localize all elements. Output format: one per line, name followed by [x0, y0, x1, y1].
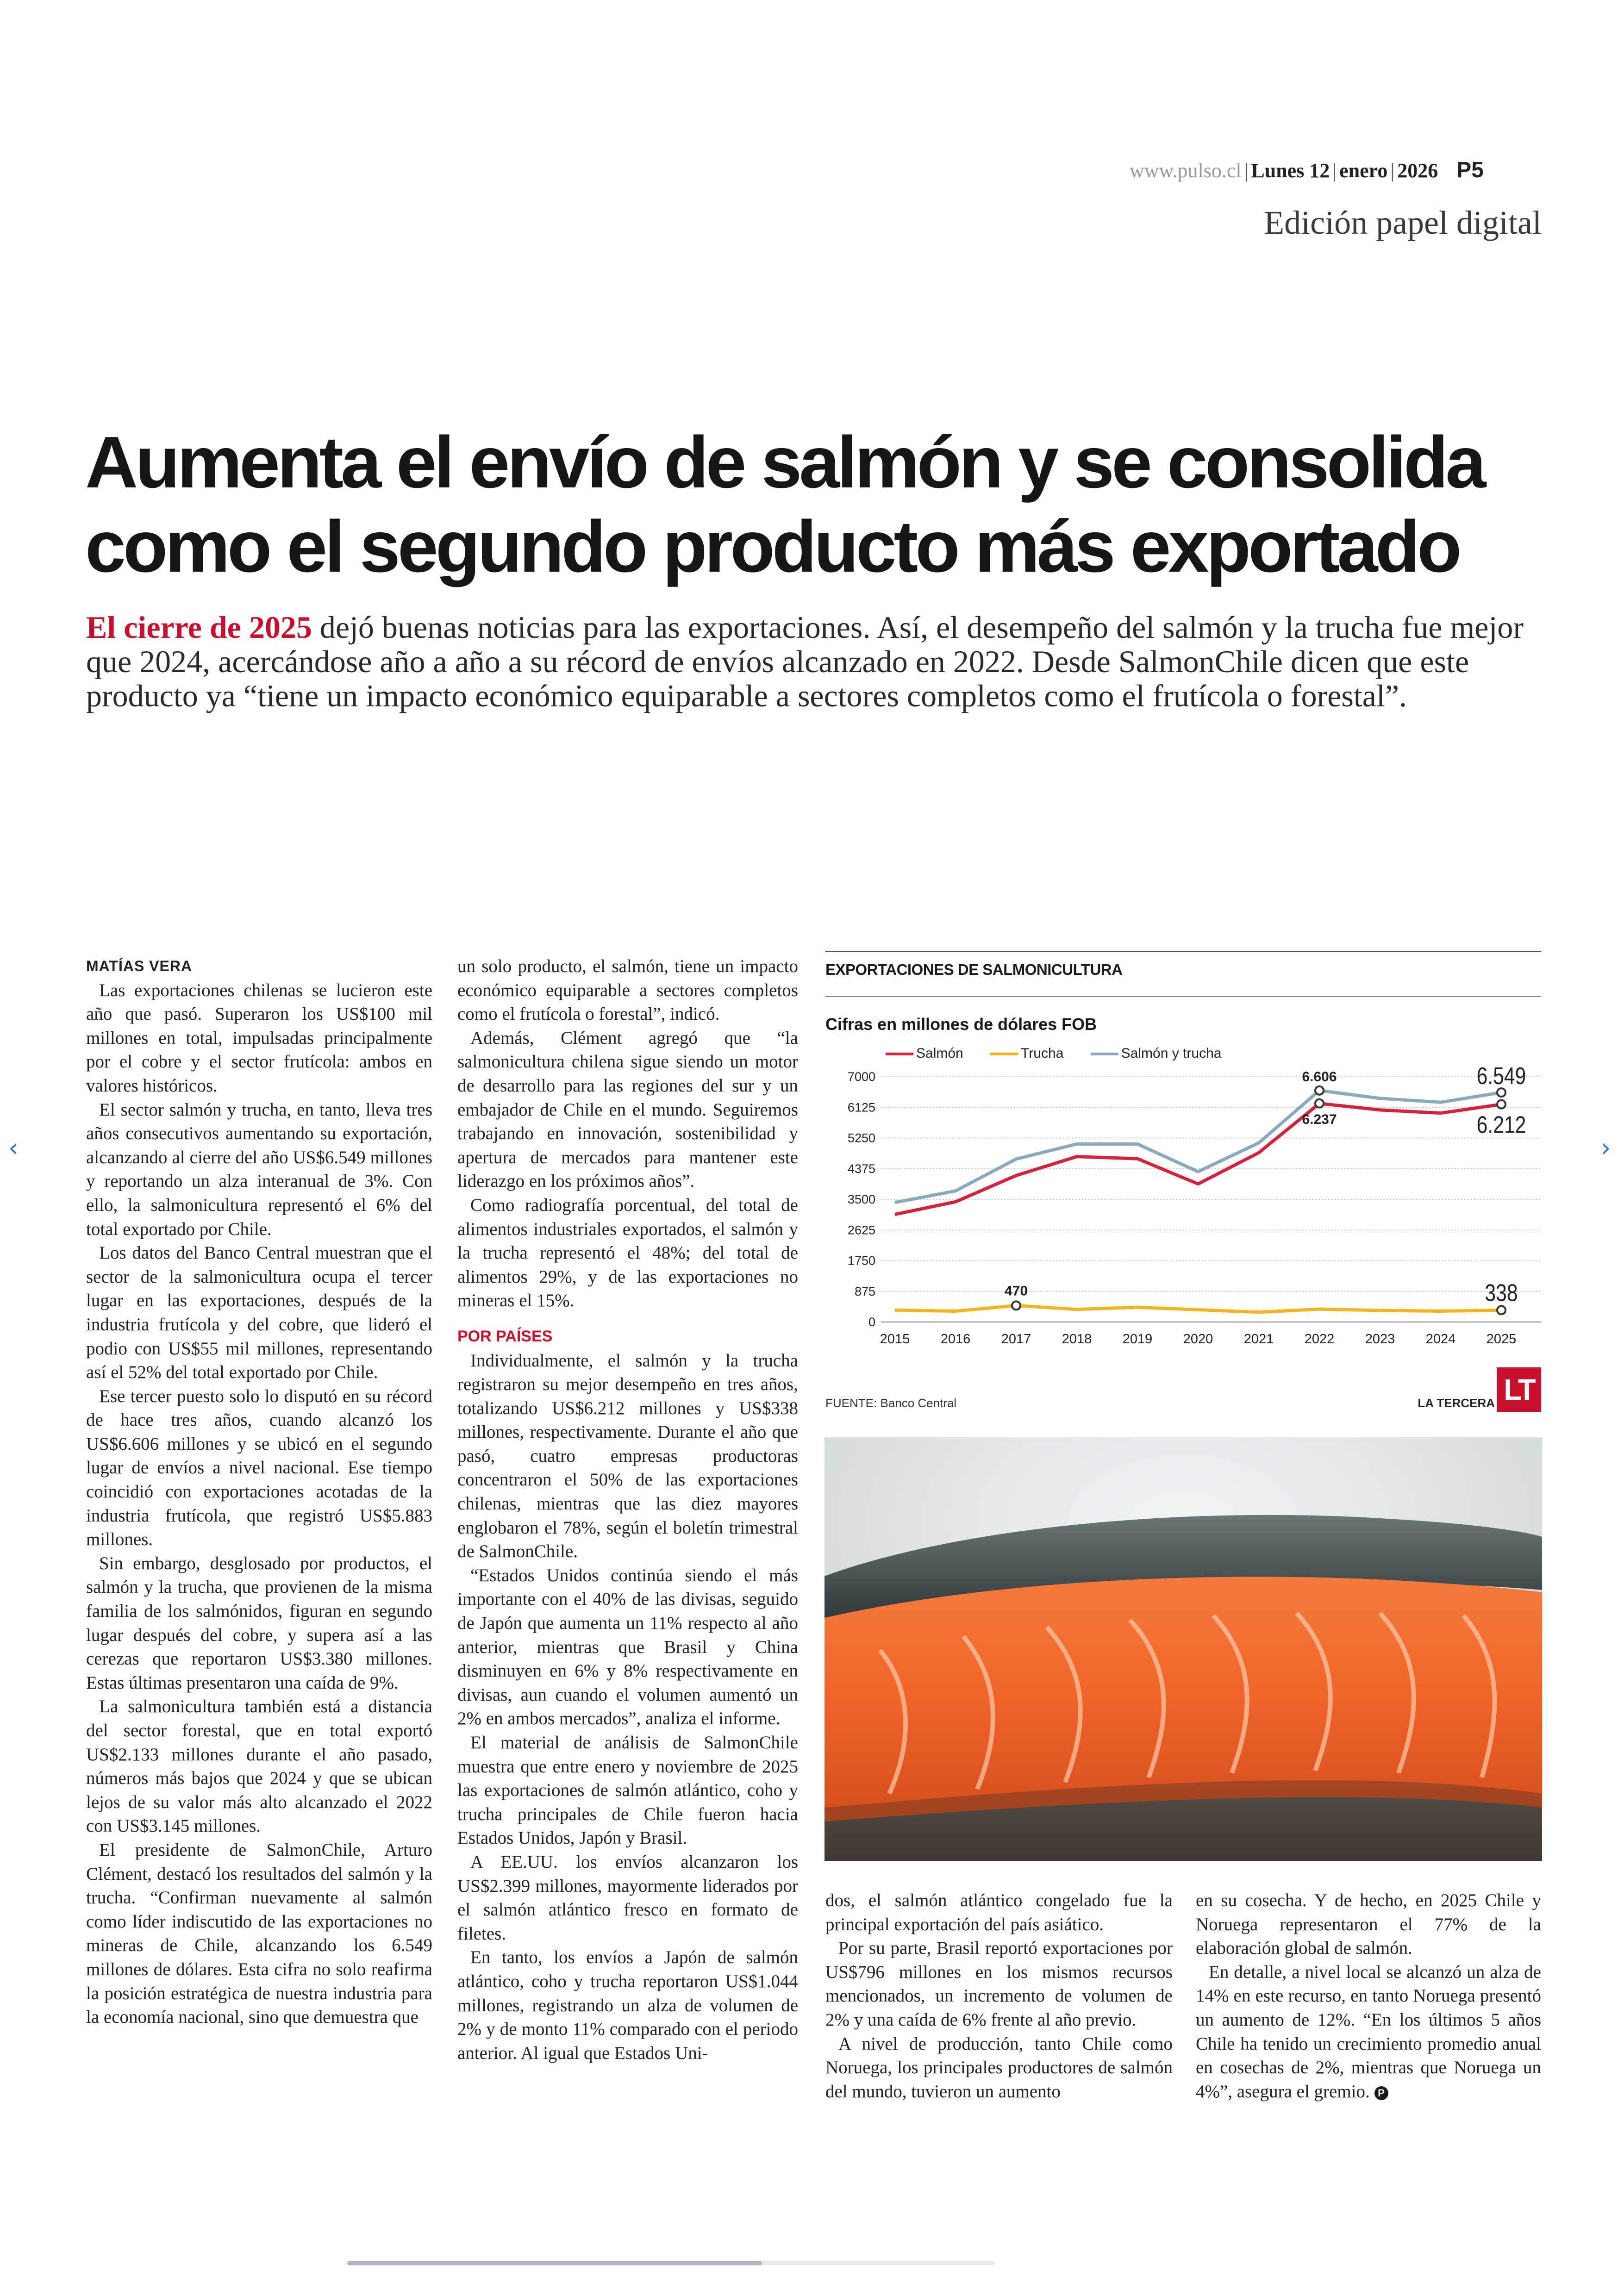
y-tick-label: 0 [868, 1315, 875, 1329]
date-year: 2026 [1397, 159, 1438, 182]
paragraph: A EE.UU. los envíos alcanzaron los US$2.399 millones, mayormente liderados por el salmón atlántico fresco en formato de filetes. [457, 1852, 798, 1944]
la-tercera-logo: LT [1497, 1367, 1541, 1412]
series-line-1 [895, 1305, 1501, 1312]
legend-item-trucha: Trucha [990, 1046, 1063, 1061]
exports-chart [825, 951, 1541, 1414]
paragraph: “Estados Unidos continúa siendo el más importante con el 40% de las divisas, seguido de Japón que aumenta un 11% respecto al año anterior, mientras que Brasil y China disminuyen en 6% y 8% respectivamente en divisas, aun cuando el volumen aumentó un 2% en ambos mercados”, analiza el informe. [457, 1565, 798, 1729]
paragraph: Los datos del Banco Central muestran que el sector de la salmonicultura ocupa el tercer lugar en las exportaciones, después de la industria frutícola y del cobre, que lideró el podio con US$55 mil millones, representando así el 52% del total exportado por Chile. [86, 1243, 432, 1383]
page-meta: www.pulso.cl | Lunes 12 | enero | 2026 P5 [1130, 158, 1484, 182]
x-tick-label: 2018 [1062, 1332, 1092, 1347]
x-tick-label: 2021 [1243, 1332, 1274, 1347]
data-point-marker [1315, 1099, 1324, 1108]
end-mark-icon: P [1374, 2086, 1388, 2100]
headline [85, 420, 1543, 589]
y-tick-label: 6125 [847, 1100, 875, 1115]
paragraph: A nivel de producción, tanto Chile como Noruega, los principales productores de salmón del mundo, tuvieron un aumento [825, 2033, 1173, 2102]
headline-line-2: como el segundo producto más exportado [85, 506, 1459, 587]
data-label: 6.237 [1302, 1111, 1337, 1127]
legend-item-salmon: Salmón [886, 1046, 963, 1061]
paragraph: El presidente de SalmonChile, Arturo Clément, destacó los resultados del salmón y la trucha. “Confirman nuevamente al salmón como líder indiscutido de las exportaciones no mineras de Chile, alcanzando los 6.549 millones de dólares. Esta cifra no solo reafirma la posición estratégica de nuestra industria para la economía nacional, sino que demuestra que [86, 1840, 432, 2027]
y-tick-label: 875 [854, 1284, 875, 1298]
page-scrollbar-thumb[interactable] [347, 2261, 762, 2265]
x-tick-label: 2015 [880, 1332, 910, 1347]
site-url: www.pulso.cl [1130, 159, 1242, 182]
data-label: 6.606 [1302, 1069, 1337, 1085]
salmon-fillet-image [824, 1437, 1542, 1861]
x-tick-label: 2023 [1365, 1332, 1395, 1347]
y-tick-label: 1750 [847, 1254, 875, 1268]
edition-label: Edición papel digital [1264, 204, 1542, 241]
chart-source: FUENTE: Banco Central [825, 1396, 957, 1410]
next-page-arrow-icon[interactable]: › [1601, 1133, 1611, 1162]
x-tick-label: 2020 [1183, 1332, 1213, 1347]
lead-paragraph [86, 610, 1540, 713]
page-number: P5 [1456, 158, 1484, 182]
paragraph: Además, Clément agregó que “la salmonicultura chilena sigue siendo un motor de desarrollo para las regiones del sur y un embajador de Chile en el mundo. Seguiremos trabajando en innovación, sostenibilidad y apertura de mercados para mantener este liderazgo en los próximos años”. [457, 1028, 798, 1191]
y-tick-label: 5250 [847, 1131, 875, 1145]
paragraph: un solo producto, el salmón, tiene un impacto económico equiparable a sectores completos como el frutícola o forestal”, indicó. [457, 956, 798, 1024]
paragraph: Ese tercer puesto solo lo disputó en su récord de hace tres años, cuando alcanzó los US$6.606 millones y se ubicó en el segundo lugar de envíos a nivel nacional. Ese tiempo coincidió con exportaciones acotadas de la industria frutícola, que registró US$5.883 millones. [86, 1386, 432, 1550]
y-tick-label: 4375 [847, 1161, 875, 1176]
article-column-4 [1196, 1889, 1541, 2103]
article-column-2 [457, 954, 798, 2065]
article-column-1 [86, 954, 432, 2029]
y-tick-label: 7000 [847, 1070, 875, 1084]
paragraph: La salmonicultura también está a distancia del sector forestal, que en total exportó US$2.133 millones durante el año pasado, números más bajos que 2024 y que se ubican lejos de su valor más alto alcanzado el 2022 con US$3.145 millones. [86, 1696, 432, 1836]
data-point-marker [1012, 1301, 1020, 1310]
byline: MATÍAS VERA [86, 958, 193, 974]
paragraph: El sector salmón y trucha, en tanto, lleva tres años consecutivos aumentando su exportación, alcanzando al cierre del año US$6.549 millones y reportando un alza interanual de 3%. Con ello, la salmonicultura representó el 6% del total exportado por Chile. [86, 1099, 432, 1239]
date-day: Lunes 12 [1251, 159, 1330, 182]
x-tick-label: 2017 [1001, 1332, 1031, 1347]
salmon-fillet-photo [824, 1437, 1542, 1861]
paragraph: En tanto, los envíos a Japón de salmón atlántico, coho y trucha reportaron US$1.044 millones, registrando un alza de volumen de 2% y de monto 11% comparado con el periodo anterior. Al igual que Estados Uni- [457, 1947, 798, 2063]
lead-text: dejó buenas noticias para las exportaciones. Así, el desempeño del salmón y la trucha fue mejor que 2024, acercándose año a año a su récord de envíos alcanzado en 2022. Desde SalmonChile dicen que este producto ya “tiene un impacto económico equiparable a sectores completos como el frutícola o forestal”. [86, 610, 1524, 713]
chart-plot [825, 951, 1541, 1391]
chart-title: EXPORTACIONES DE SALMONICULTURA [825, 961, 1123, 978]
lead-highlight: El cierre de 2025 [86, 610, 312, 645]
paragraph: dos, el salmón atlántico congelado fue la principal exportación del país asiático. [825, 1890, 1173, 1934]
data-label: 470 [1004, 1283, 1028, 1299]
paragraph: Sin embargo, desglosado por productos, el salmón y la trucha, que provienen de la misma familia de los salmónidos, figuran en segundo lugar después del cobre, y supera así a las cerezas que reportaron US$3.380 millones. Estas últimas presentaron una caída de 9%. [86, 1553, 432, 1693]
data-point-marker [1315, 1086, 1324, 1095]
paragraph: Por su parte, Brasil reportó exportaciones por US$796 millones en los mismos recursos mencionados, un incremento de volumen de 2% y una caída de 6% frente al año previo. [825, 1938, 1173, 2030]
chart-subtitle: Cifras en millones de dólares FOB [825, 1015, 1097, 1034]
y-tick-label: 2625 [847, 1223, 875, 1237]
paragraph: Las exportaciones chilenas se lucieron este año que pasó. Superaron los US$100 mil millones en total, impulsadas principalmente por el cobre y el sector frutícola: ambos en valores históricos. [86, 980, 432, 1096]
x-tick-label: 2025 [1486, 1332, 1517, 1347]
previous-page-arrow-icon[interactable]: ‹ [8, 1133, 19, 1162]
data-label: 6.212 [1476, 1111, 1526, 1139]
paragraph: Como radiografía porcentual, del total de alimentos industriales exportados, el salmón y la trucha representó el 48%; del total de alimentos 29%, y de las exportaciones no mineras el 15%. [457, 1195, 798, 1311]
data-label: 6.549 [1476, 1063, 1526, 1090]
paragraph: El material de análisis de SalmonChile muestra que entre enero y noviembre de 2025 las exportaciones de salmón atlántico, coho y trucha principales de Chile fueron hacia Estados Unidos, Japón y Brasil. [457, 1733, 798, 1848]
paragraph: en su cosecha. Y de hecho, en 2025 Chile y Noruega representaron el 77% de la elaboración global de salmón. [1196, 1890, 1541, 1958]
chart-brand: LA TERCERA [1418, 1396, 1495, 1410]
headline-line-1: Aumenta el envío de salmón y se consolida [85, 422, 1484, 503]
y-tick-label: 3500 [847, 1192, 875, 1206]
data-label: 338 [1485, 1279, 1518, 1307]
x-tick-label: 2016 [940, 1332, 971, 1347]
section-subhead: POR PAÍSES [457, 1327, 553, 1345]
legend-item-salmon-trucha: Salmón y trucha [1091, 1046, 1222, 1061]
paragraph: En detalle, a nivel local se alcanzó un alza de 14% en este recurso, en tanto Noruega presentó un aumento de 12%. “En los últimos 5 años Chile ha tenido un crecimiento promedio anual en cosechas de 2%, mientras que Noruega un 4%”, asegura el gremio. P [1196, 1962, 1541, 2102]
series-line-0 [895, 1104, 1501, 1215]
x-tick-label: 2019 [1122, 1332, 1153, 1347]
x-tick-label: 2022 [1304, 1332, 1335, 1347]
x-tick-label: 2024 [1425, 1332, 1456, 1347]
data-point-marker [1497, 1100, 1505, 1109]
paragraph: Individualmente, el salmón y la trucha registraron su mejor desempeño en tres años, totalizando US$6.212 millones y US$338 millones, respectivamente. Durante el año que pasó, cuatro empresas productoras concentraron el 50% de las exportaciones chilenas, mientras que las diez mayores englobaron el 78%, según el boletín trimestral de SalmonChile. [457, 1350, 798, 1562]
data-point-marker [1497, 1306, 1505, 1314]
article-column-3 [825, 1889, 1173, 2103]
date-month: enero [1339, 159, 1388, 182]
